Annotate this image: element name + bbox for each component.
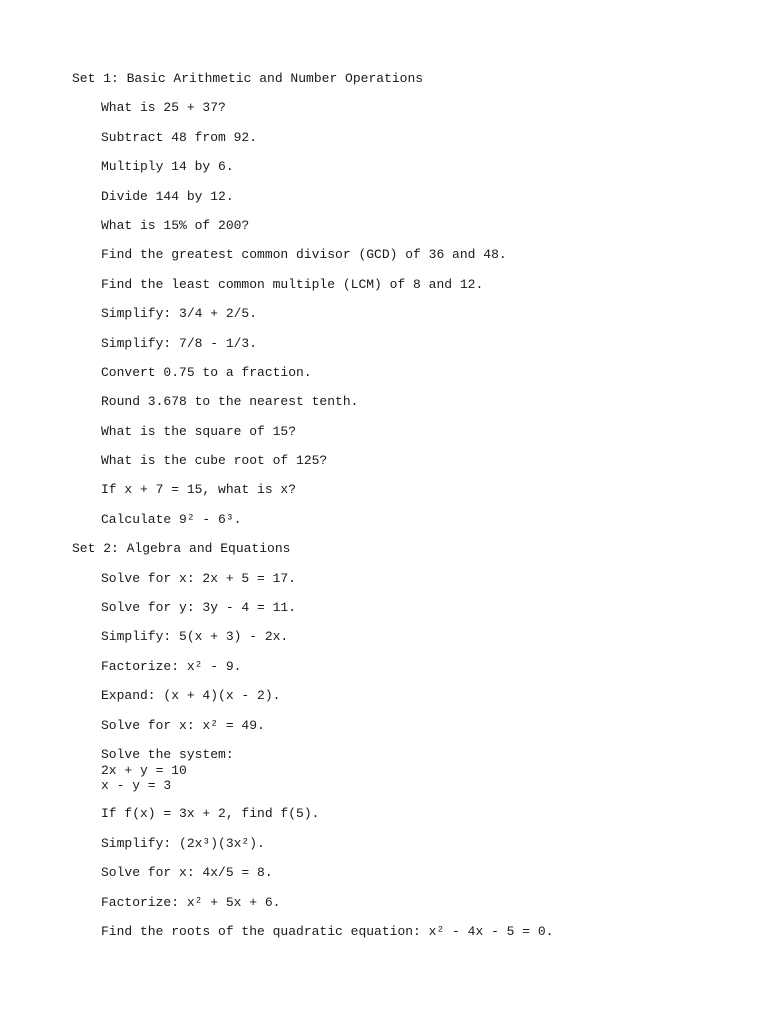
problem-item <box>101 747 752 806</box>
problem-text: Solve for x: 4x/5 = 8. <box>101 865 273 881</box>
problem-item <box>101 277 752 306</box>
problem-item <box>101 688 752 717</box>
problem-text: Factorize: x² + 5x + 6. <box>101 894 281 910</box>
problem-item <box>101 247 752 276</box>
problem-item <box>101 924 752 953</box>
problem-set-2 <box>72 541 752 953</box>
problem-text: Simplify: 3/4 + 2/5. <box>101 306 258 322</box>
problem-item <box>101 482 752 511</box>
problem-text: Solve for y: 3y - 4 = 11. <box>101 600 297 616</box>
problem-set-1 <box>72 71 752 541</box>
problem-item <box>101 659 752 688</box>
problem-item <box>101 571 752 600</box>
problem-item <box>101 718 752 747</box>
problem-text: Simplify: (2x³)(3x²). <box>101 835 265 851</box>
problem-text: Subtract 48 from 92. <box>101 129 258 145</box>
problem-text: Round 3.678 to the nearest tenth. <box>101 394 359 410</box>
problem-text: Solve for x: x² = 49. <box>101 717 265 733</box>
problem-item <box>101 365 752 394</box>
problem-item <box>101 600 752 629</box>
problem-item <box>101 895 752 924</box>
set-heading: Set 1: Basic Arithmetic and Number Operations <box>72 71 424 86</box>
problem-text: x - y = 3 <box>101 777 172 793</box>
problem-text: Simplify: 5(x + 3) - 2x. <box>101 629 289 645</box>
problem-text: Solve for x: 2x + 5 = 17. <box>101 570 297 586</box>
problem-item <box>101 306 752 335</box>
problem-text: Expand: (x + 4)(x - 2). <box>101 688 281 704</box>
problem-item <box>101 453 752 482</box>
problem-list <box>101 571 752 954</box>
problem-text: If x + 7 = 15, what is x? <box>101 482 297 498</box>
problem-item <box>101 512 752 541</box>
set-heading: Set 2: Algebra and Equations <box>72 541 291 557</box>
problem-text: Find the least common multiple (LCM) of 8 and 12. <box>101 276 484 292</box>
problem-item <box>101 189 752 218</box>
problem-text: Simplify: 7/8 - 1/3. <box>101 335 258 351</box>
problem-text: Factorize: x² - 9. <box>101 658 242 674</box>
problem-text: Divide 144 by 12. <box>101 188 234 204</box>
document-body <box>72 71 752 953</box>
problem-item <box>101 100 752 129</box>
problem-text: Find the greatest common divisor (GCD) of 36 and 48. <box>101 247 507 263</box>
problem-item <box>101 130 752 159</box>
problem-item <box>101 218 752 247</box>
problem-text: What is 15% of 200? <box>101 217 250 233</box>
problem-item <box>101 629 752 658</box>
problem-text: Solve the system: <box>101 746 234 762</box>
problem-item <box>101 394 752 423</box>
problem-text: 2x + y = 10 <box>101 762 187 778</box>
problem-item <box>101 159 752 188</box>
problem-item <box>101 336 752 365</box>
problem-text: What is the square of 15? <box>101 423 297 439</box>
problem-item <box>101 865 752 894</box>
problem-text: If f(x) = 3x + 2, find f(5). <box>101 806 320 822</box>
problem-item <box>101 806 752 835</box>
problem-text: Find the roots of the quadratic equation: x² - 4x - 5 = 0. <box>101 923 554 939</box>
problem-text: What is 25 + 37? <box>101 100 226 116</box>
problem-text: Calculate 9² - 6³. <box>101 511 242 527</box>
problem-text: Convert 0.75 to a fraction. <box>101 364 312 380</box>
problem-item <box>101 424 752 453</box>
problem-text: What is the cube root of 125? <box>101 453 328 469</box>
problem-text: Multiply 14 by 6. <box>101 159 234 175</box>
problem-item <box>101 836 752 865</box>
problem-list <box>101 100 752 541</box>
